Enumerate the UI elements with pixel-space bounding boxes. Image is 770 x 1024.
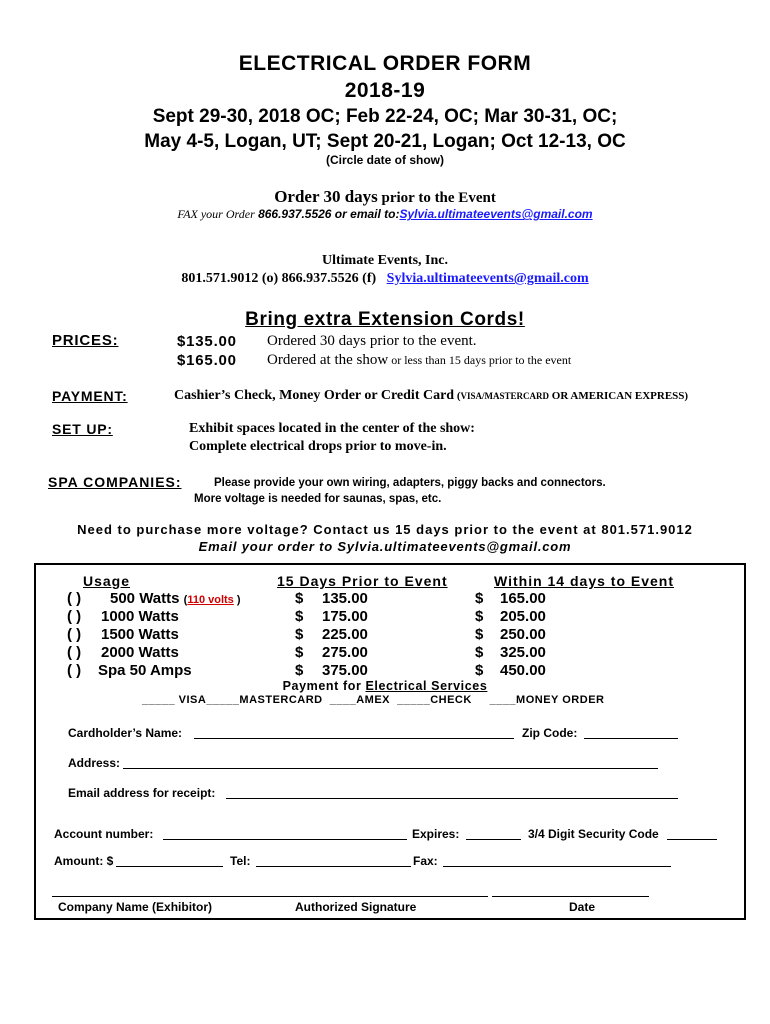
circle-date-note: (Circle date of show) (325, 153, 444, 167)
tel-field[interactable] (256, 866, 411, 867)
payment-text: Cashier’s Check, Money Order or Credit Card (174, 388, 455, 403)
price-desc: Ordered 30 days prior to the event. (267, 333, 477, 349)
signature-caption: Authorized Signature (295, 900, 417, 914)
spa-line2: More voltage is needed for saunas, spas, etc. (194, 493, 442, 505)
company-name-caption: Company Name (Exhibitor) (58, 900, 213, 914)
security-code-label: 3/4 Digit Security Code (528, 827, 659, 841)
payment-title-underlined: Electrical Services (365, 679, 488, 693)
currency-symbol: $ (475, 608, 484, 625)
early-price: 375.00 (322, 662, 368, 679)
email-receipt-label: Email address for receipt: (68, 786, 216, 800)
address-field[interactable] (123, 768, 658, 769)
voltage-note: (110 volts ) (183, 594, 241, 606)
fax-label: FAX your Order (177, 207, 255, 221)
currency-symbol: $ (475, 644, 484, 661)
late-price: 165.00 (500, 590, 546, 607)
spa-line1: Please provide your own wiring, adapters, piggy backs and connectors. (214, 477, 606, 489)
prices-label: PRICES: (52, 332, 119, 349)
currency-symbol: $ (475, 662, 484, 679)
date-caption: Date (569, 900, 596, 914)
show-dates-line1: Sept 29-30, 2018 OC; Feb 22-24, OC; Mar 30-31, OC; (152, 106, 618, 127)
payment-note-small: VISA/MASTERCARD (460, 391, 550, 401)
form-year: 2018-19 (344, 79, 426, 102)
company-name: Ultimate Events, Inc. (322, 253, 448, 268)
currency-symbol: $ (295, 608, 304, 625)
amount-label: Amount: $ (54, 854, 114, 868)
setup-line1: Exhibit spaces located in the center of the show: (189, 421, 475, 436)
company-email-link[interactable]: Sylvia.ultimateevents@gmail.com (386, 271, 589, 286)
voltage-email-line: Email your order to Sylvia.ultimateevents@gmail.com (198, 539, 572, 554)
expires-field[interactable] (466, 839, 521, 840)
late-price: 325.00 (500, 644, 546, 661)
email-receipt-field[interactable] (226, 798, 678, 799)
currency-symbol: $ (475, 626, 484, 643)
security-code-field[interactable] (667, 839, 717, 840)
order-deadline (0, 187, 770, 207)
account-number-field[interactable] (163, 839, 407, 840)
currency-symbol: $ (475, 590, 484, 607)
usage-header: Usage (83, 573, 131, 589)
address-label: Address: (68, 756, 121, 770)
cardholder-label: Cardholder’s Name: (68, 726, 183, 740)
payment-label: PAYMENT: (52, 388, 128, 404)
late-price: 250.00 (500, 626, 546, 643)
company-contact (0, 271, 770, 287)
order-checkbox[interactable]: ( ) (67, 590, 82, 607)
order-checkbox[interactable]: ( ) (67, 608, 82, 625)
order-deadline-bold: Order 30 days (274, 187, 378, 206)
early-price: 275.00 (322, 644, 368, 661)
setup-label: SET UP: (52, 421, 113, 437)
fax-email-line (0, 207, 770, 222)
currency-symbol: $ (295, 590, 304, 607)
fax-number: 866.937.5526 or email to: (254, 207, 400, 221)
price-desc (267, 352, 571, 369)
price-amount: $165.00 (177, 352, 237, 369)
cardholder-field[interactable] (194, 738, 514, 739)
early-price: 175.00 (322, 608, 368, 625)
usage-label: Spa 50 Amps (98, 662, 192, 679)
payment-note-rest: OR AMERICAN EXPRESS) (549, 390, 689, 402)
usage-label: 2000 Watts (101, 644, 179, 661)
late-price: 450.00 (500, 662, 546, 679)
tel-label: Tel: (230, 854, 251, 868)
payment-method-options[interactable]: _____ VISA_____MASTERCARD ____AMEX _____CHECK ____MONEY ORDER (142, 694, 605, 706)
payment-title-prefix: Payment for (282, 679, 366, 693)
voltage-note-text: 110 volts (187, 594, 234, 606)
order-email-link[interactable]: Sylvia.ultimateevents@gmail.com (399, 207, 593, 221)
currency-symbol: $ (295, 644, 304, 661)
payment-section-title (0, 679, 770, 693)
date-line[interactable] (492, 896, 649, 897)
order-checkbox[interactable]: ( ) (67, 662, 82, 679)
early-price-header: 15 Days Prior to Event (277, 573, 448, 589)
fax-label: Fax: (413, 854, 438, 868)
order-checkbox[interactable]: ( ) (67, 644, 82, 661)
usage-label: 500 Watts (110, 590, 180, 607)
early-price: 225.00 (322, 626, 368, 643)
early-price: 135.00 (322, 590, 368, 607)
usage-label: 1000 Watts (101, 608, 179, 625)
late-price: 205.00 (500, 608, 546, 625)
price-desc-main: Ordered at the show (267, 352, 389, 368)
amount-field[interactable] (116, 866, 223, 867)
voltage-notice: Need to purchase more voltage? Contact us 15 days prior to the event at 801.571.9012 (77, 522, 693, 537)
setup-line2: Complete electrical drops prior to move-in. (189, 439, 447, 454)
late-price-header: Within 14 days to Event (494, 573, 675, 589)
account-number-label: Account number: (54, 827, 154, 841)
zip-label: Zip Code: (522, 726, 578, 740)
zip-field[interactable] (584, 738, 678, 739)
fax-field[interactable] (443, 866, 671, 867)
usage-item (110, 590, 241, 607)
order-deadline-rest: prior to the Event (377, 190, 496, 206)
show-dates-line2: May 4-5, Logan, UT; Sept 20-21, Logan; Oct 12-13, OC (144, 131, 626, 152)
company-phones: 801.571.9012 (o) 866.937.5526 (f) (181, 271, 377, 286)
order-checkbox[interactable]: ( ) (67, 626, 82, 643)
spa-label: SPA COMPANIES: (48, 474, 182, 490)
payment-methods-text (174, 388, 688, 404)
payment-note-open: ( (454, 390, 461, 402)
expires-label: Expires: (412, 827, 460, 841)
price-amount: $135.00 (177, 333, 237, 350)
currency-symbol: $ (295, 626, 304, 643)
usage-label: 1500 Watts (101, 626, 179, 643)
extension-cords-notice: Bring extra Extension Cords! (245, 309, 525, 330)
page-title: ELECTRICAL ORDER FORM (238, 52, 532, 75)
currency-symbol: $ (295, 662, 304, 679)
price-desc-note: or less than 15 days prior to the event (388, 353, 572, 367)
company-signature-line[interactable] (52, 896, 488, 897)
